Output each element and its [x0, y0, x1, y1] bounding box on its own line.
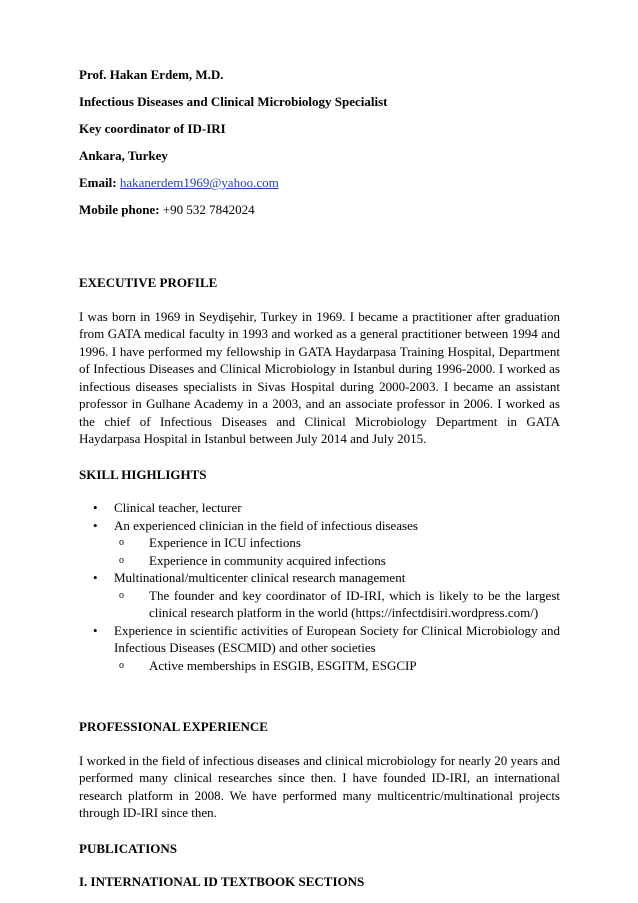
publications-subtitle: I. INTERNATIONAL ID TEXTBOOK SECTIONS: [79, 874, 365, 889]
cv-page: [79, 66, 560, 891]
bullet-icon: •: [93, 517, 98, 533]
circle-bullet-icon: o: [119, 537, 124, 548]
header-block: [79, 66, 560, 228]
skill-text: Clinical teacher, lecturer: [114, 500, 242, 515]
specialty-line: Infectious Diseases and Clinical Microbiology Specialist: [79, 94, 388, 109]
skill-item: [79, 517, 560, 570]
skill-text: An experienced clinician in the field of infectious diseases: [114, 517, 418, 533]
circle-bullet-icon: o: [119, 554, 124, 566]
skill-sublist: [114, 657, 560, 675]
skill-subitem-text: Experience in community acquired infections: [149, 552, 386, 568]
skill-subitem: [114, 657, 560, 675]
skill-subitem-text: The founder and key coordinator of ID-IRI, which is likely to be the largest clinical research platform in the world (https://infectdisiri.wordpress.com/): [149, 587, 560, 620]
skill-item: [79, 622, 560, 675]
role-line: Key coordinator of ID-IRI: [79, 121, 226, 136]
skill-subitem: [114, 552, 560, 570]
phone-line: [79, 201, 560, 228]
skill-sublist: [114, 587, 560, 622]
skill-highlights-title: SKILL HIGHLIGHTS: [79, 466, 207, 482]
publications-title: PUBLICATIONS: [79, 840, 178, 856]
phone-value: +90 532 7842024: [162, 202, 255, 217]
skill-text: Multinational/multicenter clinical research management: [114, 570, 406, 585]
email-line: [79, 174, 560, 201]
skill-text: Experience in scientific activities of European Society for Clinical Microbiology and Infectious Diseases (ESCMID) and other societies: [114, 622, 560, 655]
name-line: Prof. Hakan Erdem, M.D.: [79, 67, 224, 82]
executive-profile-text: I was born in 1969 in Seydişehir, Turkey in 1969. I became a practitioner after graduation from GATA medical faculty in 1993 and worked as a general practitioner between 1994 and 1996. I have performed my fellowship in GATA Haydarpasa Training Hospital, Department of Infectious Diseases and Clinical Microbiology in Istanbul during 1996-2000. I worked as infectious diseases specialists in Sivas Hospital during 2000-2003. I became an assistant professor in Gulhane Academy in a 2003, and an associate professor in 2006. I worked as the chief of Infectious Diseases and Clinical Microbiology Department in GATA Haydarpasa Hospital in Istanbul between July 2014 and July 2015.: [79, 308, 560, 446]
phone-label: Mobile phone:: [79, 202, 160, 217]
professional-experience-title: PROFESSIONAL EXPERIENCE: [79, 719, 268, 734]
email-label: Email:: [79, 175, 117, 190]
skill-subitem-text: Active memberships in ESGIB, ESGITM, ESGCIP: [149, 657, 417, 673]
skill-item: [79, 499, 560, 517]
bullet-icon: •: [93, 570, 98, 585]
skill-list: [79, 499, 560, 674]
professional-experience-text: I worked in the field of infectious diseases and clinical microbiology for nearly 20 years and performed many clinical researches since then. I have founded ID-IRI, an international research platform in 2008. We have performed many multicentric/multinational projects through ID-IRI since then.: [79, 752, 560, 820]
email-link[interactable]: hakanerdem1969@yahoo.com: [119, 175, 279, 190]
executive-profile-title: EXECUTIVE PROFILE: [79, 275, 218, 290]
skill-subitem-text: Experience in ICU infections: [149, 535, 301, 550]
skill-subitem: [114, 534, 560, 552]
location-line: Ankara, Turkey: [79, 148, 168, 163]
circle-bullet-icon: o: [119, 659, 124, 671]
circle-bullet-icon: o: [119, 589, 124, 601]
bullet-icon: •: [93, 500, 98, 515]
skill-item: [79, 569, 560, 622]
skill-subitem: [114, 587, 560, 622]
skill-sublist: [114, 534, 560, 569]
bullet-icon: •: [93, 622, 98, 638]
